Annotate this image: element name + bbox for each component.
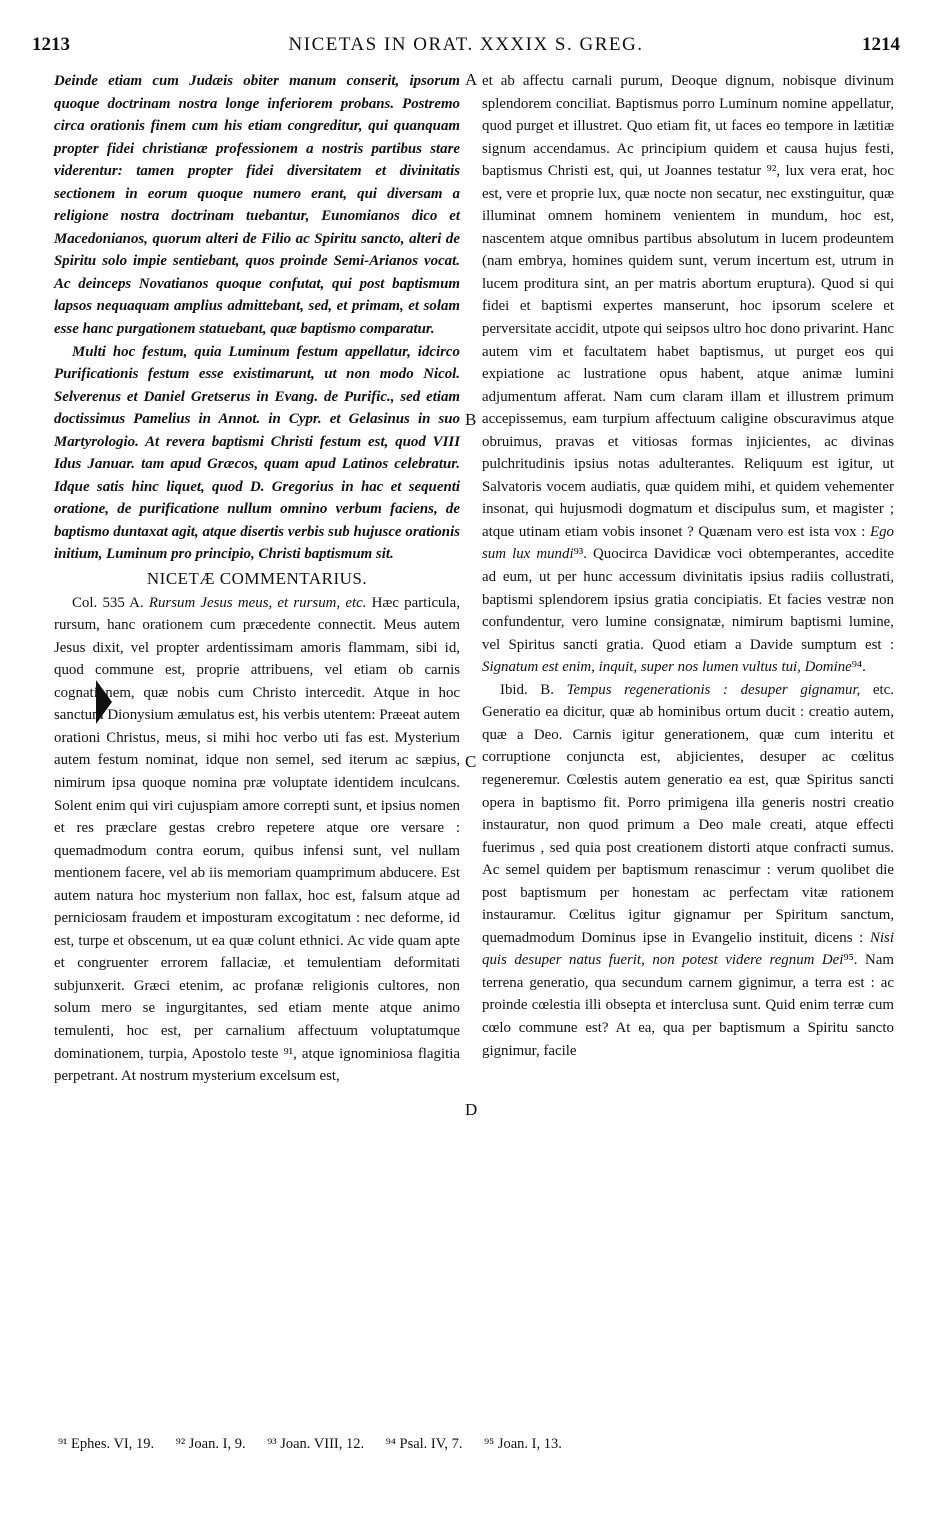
printing-notch-mark <box>96 680 112 724</box>
editor-note-paragraph-1: Deinde etiam cum Judæis obiter manum conserit, ipsorum quoque doctrinam nostra longe inferiorem probans. Postremo circa orationis finem cum his etiam congreditur, qui quanquam propter fidei christianæ professionem a nostris partibus stare viderentur: tamen propter fidei diversitatem et divinitatis sectionem in eorum quoque numero erant, qui diversam a religione nostra doctrinam tuebantur, Eunomianos dico et Macedonianos, quorum alteri de Filio ac Spiritu sancto, alteri de Spiritu solo impie sentiebant, quos proinde Semi-Arianos vocat. Ac deinceps Novatianos quoque confutat, qui post baptismum lapsos nequaquam amplius admittebant, sed, et primam, et solam esse hanc purgationem statuebant, quæ baptismo comparatur. <box>54 73 460 338</box>
right-paragraph-2 <box>482 679 894 1062</box>
quote-ego-sum-lux: Ego sum lux mundi <box>482 523 894 563</box>
commentary-lemma: Rursum Jesus meus, et rursum, etc. <box>148 594 367 611</box>
left-column <box>54 70 460 1088</box>
ibid-lemma: Tempus regenerationis : desuper gignamur, <box>566 681 861 698</box>
running-title: NICETAS IN ORAT. XXXIX S. GREG. <box>288 34 644 55</box>
quote-signatum-est: Signatum est enim, inquit, super nos lumen vultus tui, Domine <box>482 659 852 676</box>
quote-nisi-quis: Nisi quis desuper natus fuerit, non potest videre regnum Dei <box>482 929 894 969</box>
commentary-paragraph <box>54 592 460 1088</box>
commentary-text: Hæc particula, rursum, hanc orationem cum præcedente connectit. Meus autem Jesus dixit, vel propter ardentissimam amoris flammam, sibi id, quod commune est, proprie attribuens, vel etiam ob carnis cognationem, quæ nobis cum Christo intercedit. Atque in hoc sanctum Dionysium æmulatus est, his verbis utentem: Præeat autem orationi Christus, meus, si mihi hoc verbo uti fas est. Mysterium autem festum nominat, idque non semel, sed iterum ac sæpius, nimirum ipsa quoque nomina præ voluptate identidem inculcans. Solent enim qui viri cujuspiam amore correpti sunt, et ipsius nomen et res præclare gestas crebro repetere atque ore versare : quemadmodum contra eorum, quibus infensi sunt, vel nullam mentionem facere, vel ab iis memoriam quamprimum abducere. Est autem natura hoc mysterium non fallax, hoc est, falsum atque ad perniciosam fraudem et imposturam excogitatum : nec deforme, id est, turpe et obscenum, ut ea quæ colunt ethnici. Ac vide quam apte et congruenter errorem fallaciæ, et temulentiam deformitati subjunxerit. Græci etenim, ac profanæ religionis cultores, non solum mero se ingurgitantes, sed etiam mente atque animo temulenti, hoc est, per carnalium affectuum voluptatumque dominationem, turpia, Apostolo teste ⁹¹, atque ignominiosa flagitia perpetrant. At nostrum mysterium excelsum est, <box>54 594 460 1085</box>
left-page-number: 1213 <box>32 34 70 55</box>
commentary-reference: Col. 535 A. <box>72 594 144 611</box>
margin-letter-c: C <box>465 752 477 771</box>
margin-letter-a: A <box>465 70 478 89</box>
ibid-text: etc. Generatio ea dicitur, quæ ab hominibus ortum ducit : creatio autem, quæ a Deo. Carnis igitur generationem, quæ cum interitu et corruptione conjuncta est, abjicientes, desuper ac cœlitus regeneremur. Cœlestis autem generatio ea est, quæ Spiritus sancti opera in baptismo fit. Porro primigena illa generis nostri creatio instauratur, non quod primum a Deo male creati, atque effecti fuerimus , sed quia post creationem distorti atque confracti sumus. Ac semel quidem per baptismum renascimur : verum quolibet die post baptismum per honestam ac perfectam vitæ rationem instauramur. Cœlitus igitur gignamur per Spiritum sanctum, quemadmodum Dominus ipse in Evangelio instituit, dicens : <box>482 681 894 946</box>
right-text-4: ⁹⁵. Nam terrena generatio, qua secundum carnem gignimur, a terra est : ac proinde cœlestia illi obsepta et interclusa sunt. Quid enim terræ cum cœlo commune est? At ea, qua per baptismum a Spiritu sancto gignimur, facile <box>482 952 894 1059</box>
editor-note-paragraph-2: Multi hoc festum, quia Luminum festum appellatur, idcirco Purificationis festum esse existimarunt, ut non modo Nicol. Selverenus et Daniel Gretserus in Evang. de Purific., sed etiam doctissimus Pamelius in Annot. in Cypr. et Gelasinus in suo Martyrologio. At revera baptismi Christi festum est, quod VIII Idus Januar. tam apud Græcos, quam apud Latinos celebratur. Idque satis hinc liquet, quod D. Gregorius in hac et sequenti oratione, de purificatione nullum omnino verbum faciens, de baptismo duntaxat agit, atque disertis verbis sub hujusce orationis initium, Luminum pro principio, Christi baptismum sit. <box>54 343 460 563</box>
right-text-3: ⁹⁴. <box>851 659 866 676</box>
right-paragraph-1 <box>482 70 894 679</box>
footnote-94: ⁹⁴ Psal. IV, 7. <box>385 1436 463 1452</box>
ibid-reference: Ibid. B. <box>500 681 554 698</box>
margin-letter-d: D <box>465 1100 478 1119</box>
footnote-95: ⁹⁵ Joan. I, 13. <box>484 1436 562 1452</box>
right-text-2: ⁹³. Quocirca Davidicæ voci obtemperantes, accedite ad eum, ut per hunc accessum divinitatis ipsius radiis collustrati, baptismi splendorem ipsius gratia concipiatis. Et facies vestræ non confundentur, vero lumine consignatæ, nimirum baptismi lumine, vel Spiritus sancti gratia. Quod etiam a Davide sumptum est : <box>482 546 894 653</box>
right-column <box>482 70 894 1062</box>
commentary-title: NICETÆ COMMENTARIUS. <box>146 569 368 589</box>
footnote-93: ⁹³ Joan. VIII, 12. <box>267 1436 365 1452</box>
footnote-92: ⁹² Joan. I, 9. <box>175 1436 246 1452</box>
margin-letter-b: B <box>465 410 477 429</box>
right-text-1: et ab affectu carnali purum, Deoque dignum, nobisque divinum splendorem conciliat. Baptismus porro Luminum nomine appellatur, quod purget et illustret. Quo etiam fit, ut faces eo tempore in lætitiæ signum accendamus. Ac principium quidem et causa hujus festi, baptismus Christi est, qui, ut Joannes testatur ⁹², lux vera erat, hoc est, vere et proprie lux, quæ nocte non secatur, nec exstinguitur, quæ illuminat omnem hominem venientem in mundum, hoc est, nascentem atque omnibus partibus absolutum in lucem prodeuntem (nam embrya, homines quidem sunt, verum incertum est, utrum in lucem proditura sint, an per matris abortum eruptura). Quod si qui fidei et baptismi expertes manserunt, hoc ipsorum scelere et perversitate accidit, utpote qui seipsos ultro hoc dono privarint. Hanc autem vim et facultatem habet baptismus, ut purget eos qui expiatione ac lustratione opus habent, atque animæ lumini adjumentum afferat. Nam cum claram illam et illustrem primum accepissemus, eam turpium affectuum caligine obscuravimus atque obruimus, pravas et vitiosas formas injicientes, ac divinas pulchritudinis ipsius notas adulterantes. Reliquum est igitur, ut Salvatoris vocem audiatis, quæ quidem mihi, et quidem vehementer insonat, qui hujusmodi dogmatum et discipulus sum, et magister ; atque utinam etiam vobis insonet ? Quænam vero est ista vox : <box>482 73 894 540</box>
footnotes <box>58 1436 908 1453</box>
right-page-number: 1214 <box>862 34 900 55</box>
footnote-91: ⁹¹ Ephes. VI, 19. <box>58 1436 155 1452</box>
running-header <box>32 34 900 60</box>
